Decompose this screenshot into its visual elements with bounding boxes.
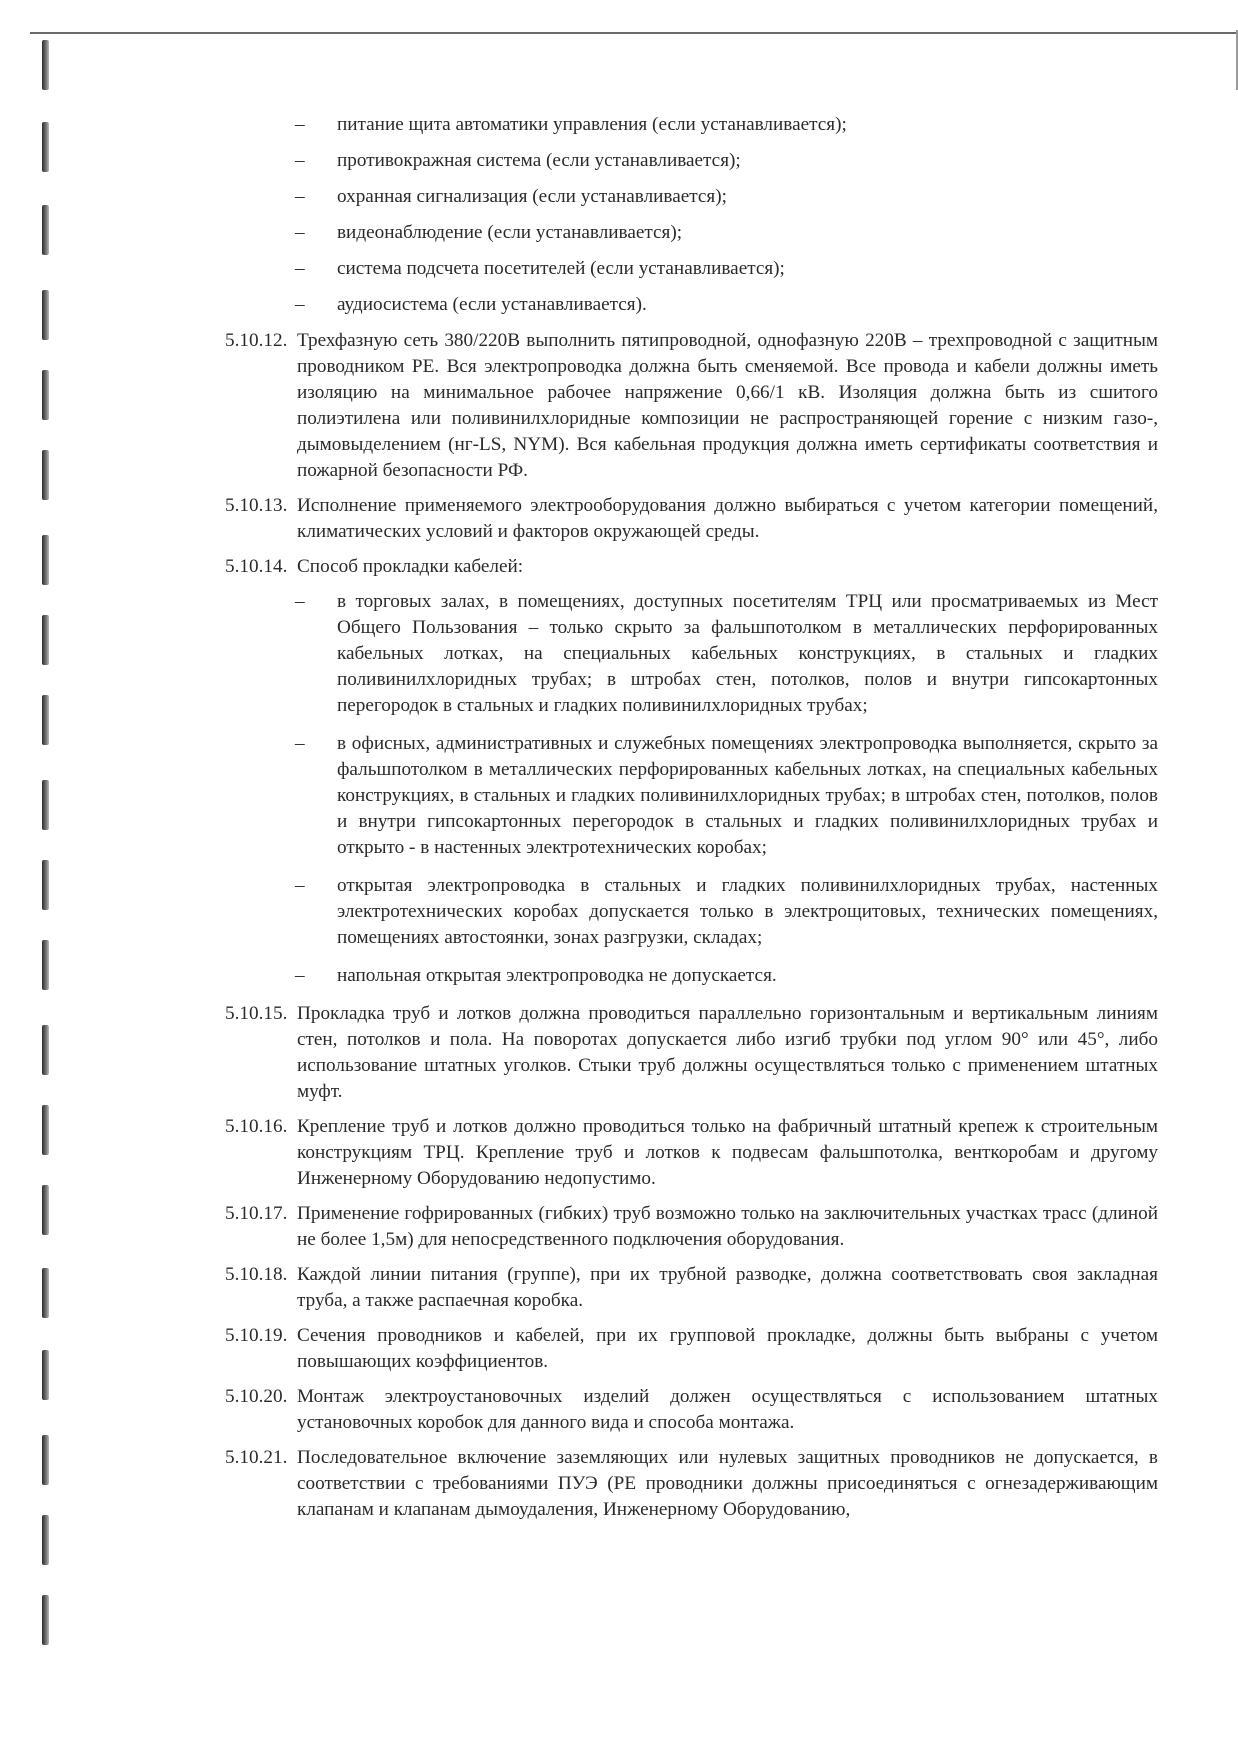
clause-text: Трехфазную сеть 380/220В выполнить пятипроводной, однофазную 220В – трехпроводной с защитным проводником PE. Вся электропроводка должна быть сменяемой. Все провода и кабели должны иметь изоляцию на минимальное рабочее напряжение 0,66/1 кВ. Изоляция должна быть из сшитого полиэтилена или поливинилхлоридные композиции не распространяющей горение с низким газо-, дымовыделением (нг-LS, NYM). Вся кабельная продукция должна иметь сертификаты соответствия и пожарной безопасности РФ.	[297, 330, 1158, 481]
binding-hole	[42, 122, 49, 172]
list-item: – охранная сигнализация (если устанавливается);	[295, 186, 727, 207]
clause-text: Каждой линии питания (группе), при их трубной разводке, должна соответствовать своя закладная труба, а также распаечная коробка.	[297, 1264, 1158, 1311]
list-item: – видеонаблюдение (если устанавливается);	[295, 222, 683, 243]
clause-5-10-18	[225, 1262, 1158, 1314]
clause-text: Прокладка труб и лотков должна проводиться параллельно горизонтальным и вертикальным линиям стен, потолков и пола. На поворотах допускается либо изгиб трубки под углом 90° или 45°, либо использование штатных уголков. Стыки труб должны осуществляться только с применением штатных муфт.	[297, 1003, 1158, 1102]
clause-5-10-15	[225, 1001, 1158, 1105]
list-item: – система подсчета посетителей (если устанавливается);	[295, 258, 785, 279]
binding-hole	[42, 695, 49, 745]
binding-hole	[42, 1515, 49, 1565]
list-item: – в офисных, административных и служебных помещениях электропроводка выполняется, скрыто за фальшпотолком в металлических перфорированных кабельных лотках, на специальных кабельных конструкциях, в стальных и гладких поливинилхлоридных трубах; в штробах стен, потолков, полов и внутри гипсокартонных перегородок в стальных и гладких поливинилхлоридных трубах и открыто - в настенных электротехнических коробах;	[295, 733, 1158, 858]
clause-number: 5.10.17.	[225, 1203, 288, 1224]
clause-5-10-13	[225, 493, 1158, 545]
clause-text: Крепление труб и лотков должно проводиться только на фабричный штатный крепеж к строительным конструкциям ТРЦ. Крепление труб и лотков к подвесам фальшпотолка, венткоробам и другому Инженерному Оборудованию недопустимо.	[297, 1116, 1158, 1189]
binding-hole	[42, 1025, 49, 1075]
binding-hole	[42, 615, 49, 665]
clause-number: 5.10.15.	[225, 1003, 288, 1024]
scan-edge-top	[30, 32, 1238, 34]
list-item: – напольная открытая электропроводка не допускается.	[295, 965, 777, 986]
binding-hole	[42, 40, 49, 90]
binding-hole	[42, 860, 49, 910]
binding-hole	[42, 205, 49, 255]
binding-hole	[42, 1105, 49, 1155]
clause-5-10-16	[225, 1114, 1158, 1192]
clause-5-10-17	[225, 1201, 1158, 1253]
clause-text: Последовательное включение заземляющих или нулевых защитных проводников не допускается, в соответствии с требованиями ПУЭ (PE проводники должны присоединяться с огнезадерживающим клапанам и клапанам дымоудаления, Инженерному Оборудованию,	[297, 1447, 1158, 1520]
top-bullet-list	[295, 112, 1158, 318]
list-item: – противокражная система (если устанавливается);	[295, 150, 741, 171]
binding-hole	[42, 1350, 49, 1400]
binding-hole	[42, 370, 49, 420]
clause-text: Исполнение применяемого электрооборудования должно выбираться с учетом категории помещений, климатических условий и факторов окружающей среды.	[297, 495, 1158, 542]
clause-number: 5.10.18.	[225, 1264, 288, 1285]
list-item: – аудиосистема (если устанавливается).	[295, 294, 647, 315]
binding-hole	[42, 780, 49, 830]
binding-hole	[42, 940, 49, 990]
clause-text: Сечения проводников и кабелей, при их групповой прокладке, должны быть выбраны с учетом повышающих коэффициентов.	[297, 1325, 1158, 1372]
list-item: – питание щита автоматики управления (если устанавливается);	[295, 114, 847, 135]
clause-text: Применение гофрированных (гибких) труб возможно только на заключительных участках трасс (длиной не более 1,5м) для непосредственного подключения оборудования.	[297, 1203, 1158, 1250]
clause-text: Способ прокладки кабелей:	[297, 556, 524, 577]
binding-hole	[42, 290, 49, 340]
clause-number: 5.10.20.	[225, 1386, 288, 1407]
clause-number: 5.10.12.	[225, 330, 288, 351]
list-item: – открытая электропроводка в стальных и гладких поливинилхлоридных трубах, настенных электротехнических коробах допускается только в электрощитовых, технических помещениях, помещениях автостоянки, зонах разгрузки, складах;	[295, 875, 1158, 948]
binding-holes	[38, 40, 58, 1740]
clause-5-10-20	[225, 1384, 1158, 1436]
binding-hole	[42, 1268, 49, 1318]
clause-number: 5.10.19.	[225, 1325, 288, 1346]
clause-5-10-12	[225, 328, 1158, 484]
list-item: – в торговых залах, в помещениях, доступных посетителям ТРЦ или просматриваемых из Мест Общего Пользования – только скрыто за фальшпотолком в металлических перфорированных кабельных лотках, на специальных кабельных конструкциях, в стальных и гладких поливинилхлоридных трубах; в штробах стен, потолков, полов и внутри гипсокартонных перегородок в стальных и гладких поливинилхлоридных трубах;	[295, 591, 1158, 716]
binding-hole	[42, 1595, 49, 1645]
cable-laying-bullet-list	[295, 589, 1158, 989]
document-body	[225, 112, 1158, 1532]
binding-hole	[42, 535, 49, 585]
clause-text: Монтаж электроустановочных изделий должен осуществляться с использованием штатных установочных коробок для данного вида и способа монтажа.	[297, 1386, 1158, 1433]
clause-number: 5.10.13.	[225, 495, 288, 516]
binding-hole	[42, 450, 49, 500]
clause-5-10-19	[225, 1323, 1158, 1375]
clause-number: 5.10.14.	[225, 556, 288, 577]
clause-number: 5.10.16.	[225, 1116, 288, 1137]
binding-hole	[42, 1435, 49, 1485]
clause-5-10-21	[225, 1445, 1158, 1523]
binding-hole	[42, 1185, 49, 1235]
clause-number: 5.10.21.	[225, 1447, 288, 1468]
clause-5-10-14	[225, 554, 1158, 580]
